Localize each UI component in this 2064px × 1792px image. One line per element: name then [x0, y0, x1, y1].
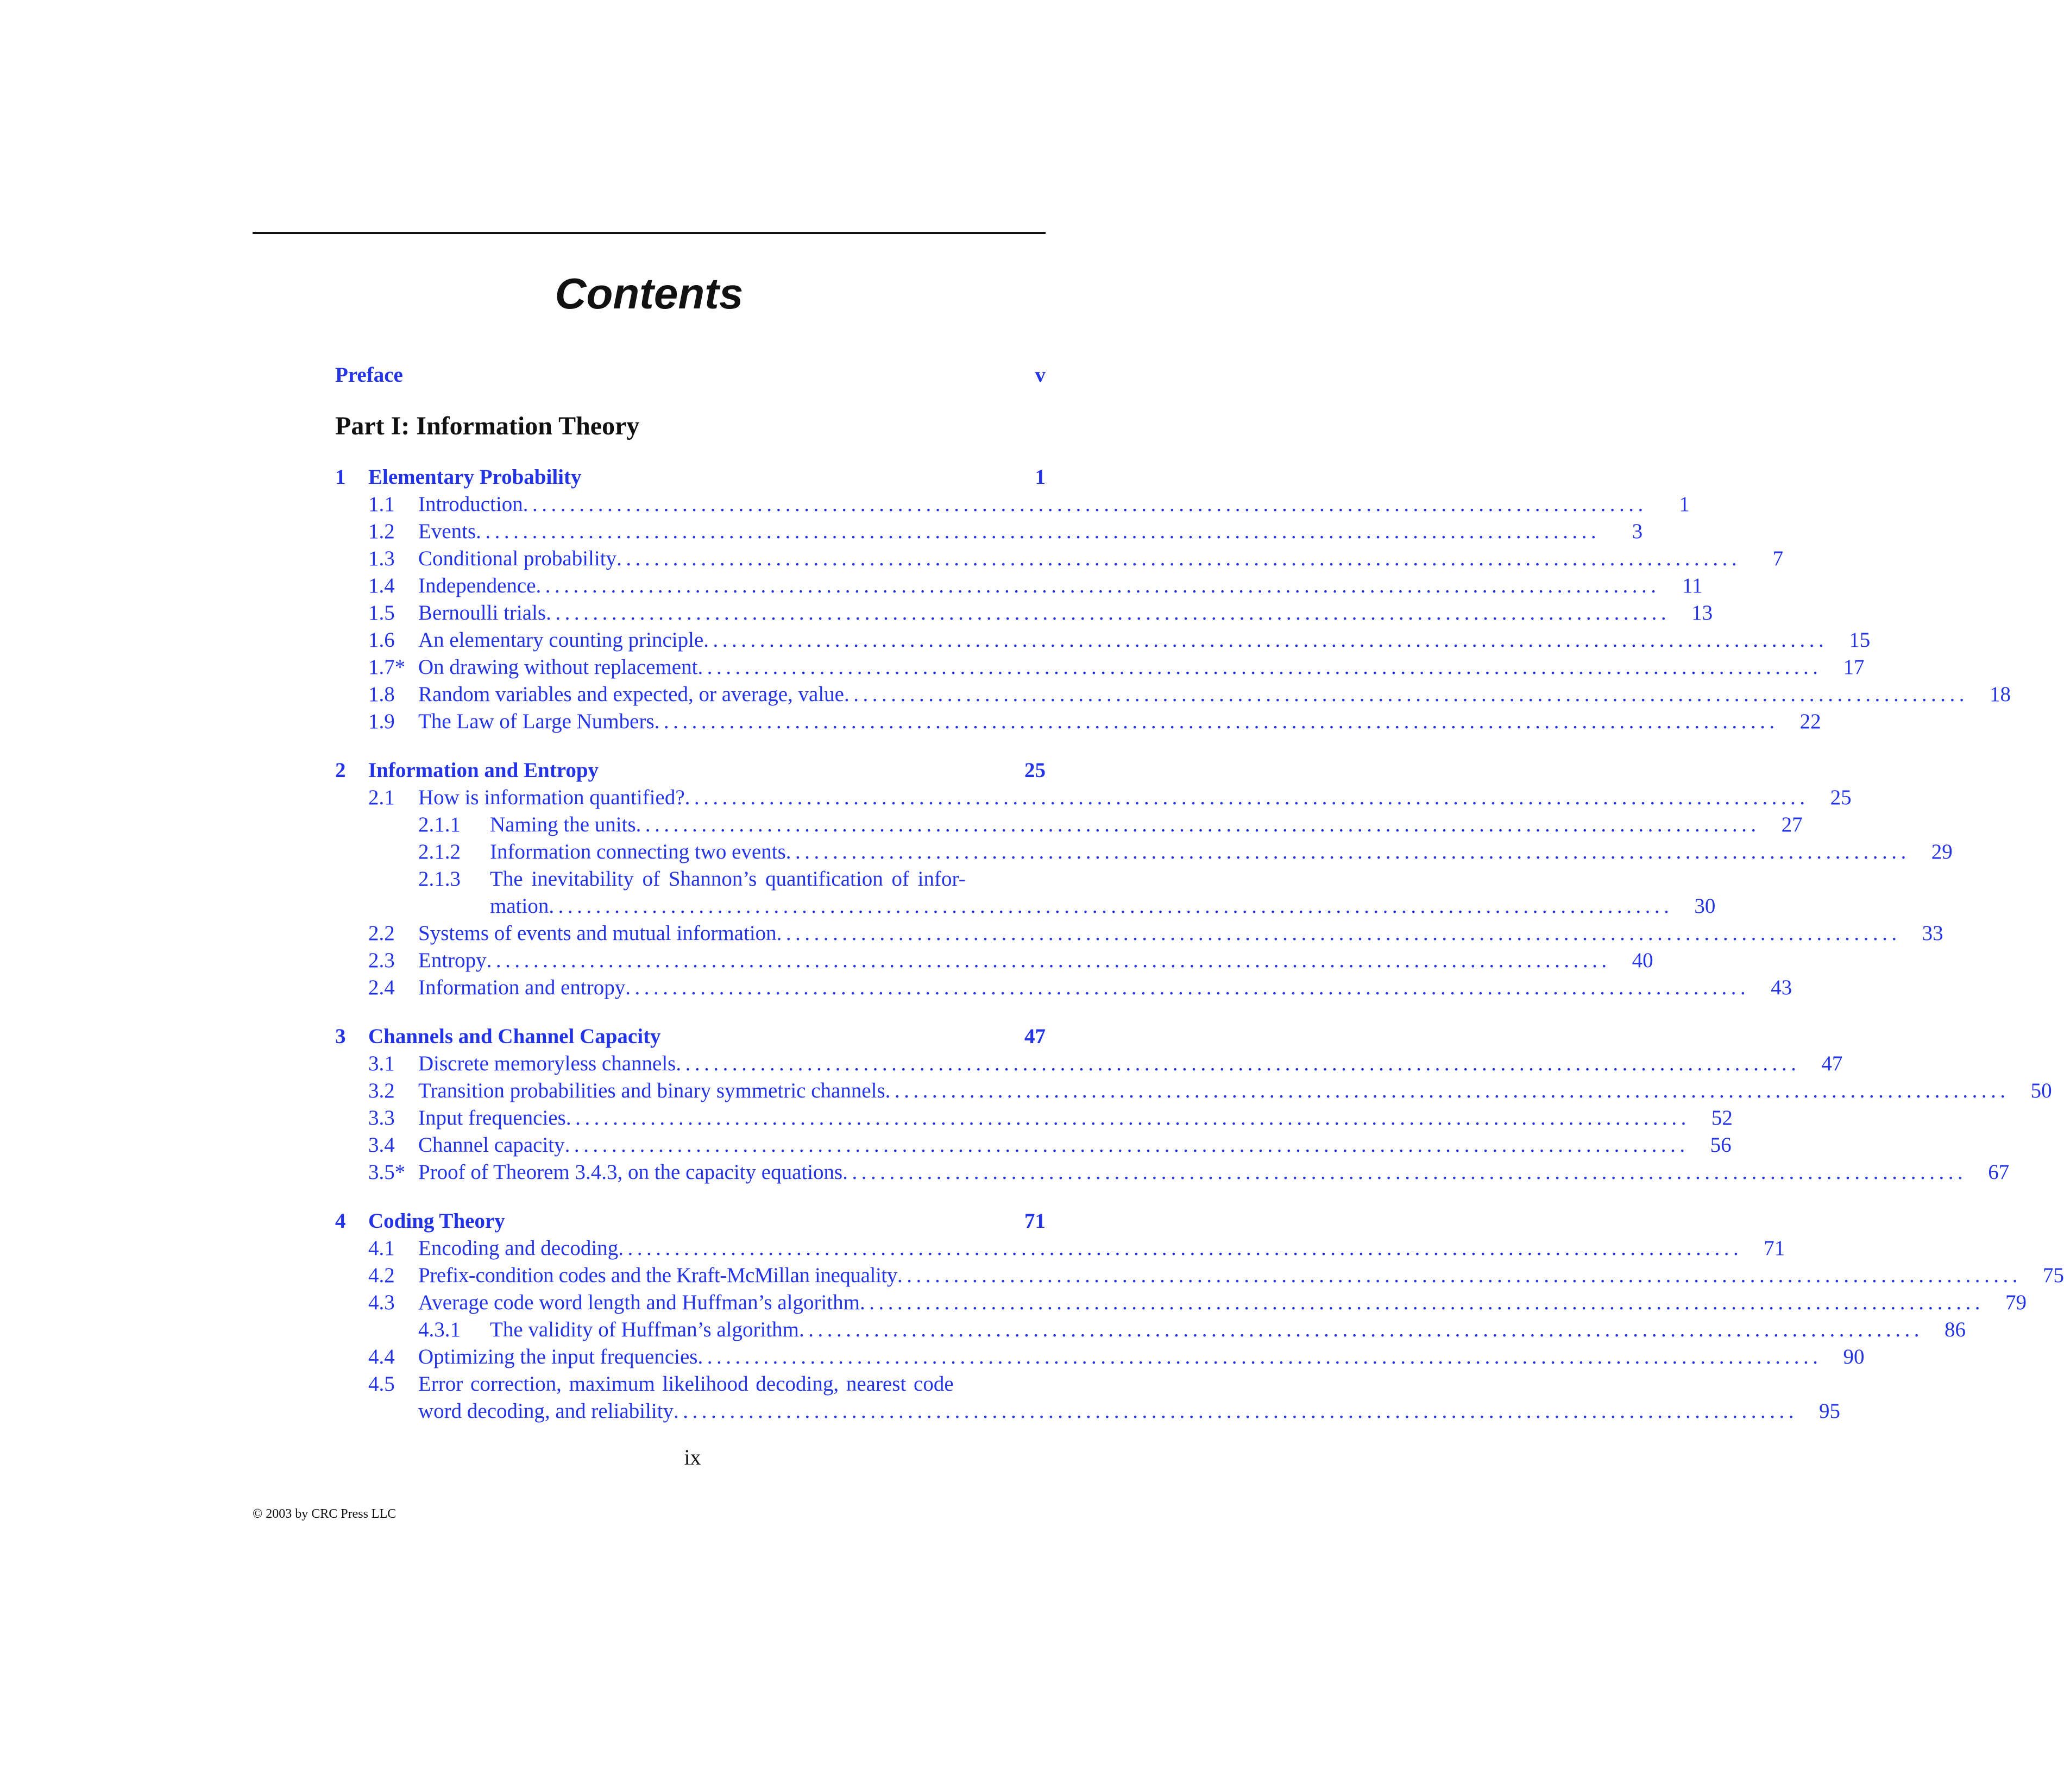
chapter-page: 1 [1035, 465, 1046, 489]
section-page: 7 [1772, 547, 1784, 570]
section-page: 33 [1922, 922, 1943, 945]
toc-section-1-9[interactable] [335, 708, 1821, 735]
section-page: 67 [1988, 1160, 2010, 1184]
toc-subsection-2-1-3[interactable] [335, 866, 1046, 893]
dot-leader: ........................................................................................................................ [635, 813, 1760, 836]
toc-subsection-4-3-1[interactable] [335, 1316, 1966, 1343]
section-title: Systems of events and mutual information [418, 922, 777, 945]
section-page: 43 [1771, 976, 1792, 999]
toc-section-1-2[interactable] [335, 518, 1643, 545]
section-number: 1.6 [368, 628, 395, 652]
subsection-title: The validity of Huffman’s algorithm [490, 1318, 800, 1341]
subsection-title: The inevitability of Shannon’s quantification of infor- [490, 867, 966, 891]
section-number: 1.1 [368, 493, 395, 516]
toc-section-1-4[interactable] [335, 572, 1703, 600]
toc-section-4-1[interactable] [335, 1235, 1785, 1262]
section-title: Introduction [418, 493, 523, 516]
section-number: 3.5* [368, 1160, 406, 1184]
subsection-number: 2.1.2 [418, 840, 461, 863]
section-page: 47 [1821, 1052, 1843, 1075]
toc-chapter-3[interactable] [335, 1023, 1046, 1050]
toc-subsection-2-1-3-cont[interactable] [335, 893, 1716, 920]
toc-section-3-5[interactable] [335, 1159, 2010, 1186]
section-page: 79 [2005, 1291, 2027, 1314]
section-number: 1.4 [368, 574, 395, 597]
section-number: 1.2 [368, 520, 395, 543]
section-number: 4.4 [368, 1345, 395, 1368]
section-page: 3 [1632, 520, 1643, 543]
dot-leader: ........................................................................................................................ [785, 840, 1910, 863]
section-number: 4.1 [368, 1236, 395, 1260]
dot-leader: ........................................................................................................................ [697, 655, 1822, 679]
dot-leader: ........................................................................................................................ [549, 894, 1673, 918]
dot-leader: ........................................................................................................................ [625, 976, 1750, 999]
subsection-number: 4.3.1 [418, 1318, 461, 1341]
dot-leader: ........................................................................................................................ [616, 547, 1741, 570]
chapter-title: Information and Entropy [368, 759, 599, 782]
section-title: Events [418, 520, 476, 543]
toc-section-1-7[interactable] [335, 654, 1865, 681]
section-title-continued: word decoding, and reliability [418, 1399, 674, 1423]
dot-leader: ........................................................................................................................ [674, 1399, 1798, 1423]
dot-leader: ........................................................................................................................ [842, 1160, 1967, 1184]
dot-leader: ........................................................................................................................ [859, 1291, 1984, 1314]
toc-section-3-1[interactable] [335, 1050, 1843, 1077]
section-number: 1.8 [368, 683, 395, 706]
chapter-number: 2 [335, 759, 346, 782]
toc-section-2-3[interactable] [335, 947, 1653, 974]
table-of-contents [335, 362, 2064, 1425]
section-number: 4.5 [368, 1372, 395, 1396]
chapter-title: Elementary Probability [368, 465, 582, 489]
toc-section-1-6[interactable] [335, 627, 1871, 654]
chapter-number: 1 [335, 465, 346, 489]
toc-section-2-2[interactable] [335, 920, 1943, 947]
subsection-title-continued: mation [490, 894, 549, 918]
section-number: 2.4 [368, 976, 395, 999]
dot-leader: ........................................................................................................................ [486, 949, 1611, 972]
toc-subsection-2-1-2[interactable] [335, 838, 1953, 866]
dot-leader: ........................................................................................................................ [676, 1052, 1801, 1075]
toc-entry-preface[interactable] [335, 362, 1046, 389]
dot-leader: ........................................................................................................................ [618, 1236, 1743, 1260]
section-title: Independence [418, 574, 536, 597]
section-page: 22 [1799, 710, 1821, 733]
section-number: 3.1 [368, 1052, 395, 1075]
section-page: 18 [1989, 683, 2011, 706]
subsection-page: 27 [1781, 813, 1803, 836]
subsection-number: 2.1.1 [418, 813, 461, 836]
section-page: 40 [1632, 949, 1653, 972]
section-title: Information and entropy [418, 976, 626, 999]
section-number: 4.3 [368, 1291, 395, 1314]
toc-section-3-4[interactable] [335, 1132, 1732, 1159]
section-page: 52 [1711, 1106, 1733, 1130]
section-title: Bernoulli trials [418, 601, 546, 624]
section-number: 1.9 [368, 710, 395, 733]
chapter-title: Channels and Channel Capacity [368, 1025, 661, 1048]
dot-leader: ........................................................................................................................ [564, 1133, 1689, 1157]
toc-section-4-5[interactable] [335, 1371, 1046, 1398]
section-page: 75 [2042, 1264, 2064, 1287]
chapter-title: Coding Theory [368, 1209, 505, 1233]
section-page: 11 [1682, 574, 1703, 597]
subsection-page: 30 [1694, 894, 1716, 918]
section-number: 1.7* [368, 655, 406, 679]
section-page: 56 [1710, 1133, 1732, 1157]
toc-section-3-2[interactable] [335, 1077, 2052, 1105]
dot-leader: ........................................................................................................................ [697, 1345, 1822, 1368]
toc-section-4-2[interactable] [335, 1262, 2064, 1289]
toc-section-1-3[interactable] [335, 545, 1784, 572]
dot-leader: ........................................................................................................................ [654, 710, 1779, 733]
section-title: The Law of Large Numbers [418, 710, 655, 733]
page-title: Contents [555, 269, 744, 318]
section-number: 3.2 [368, 1079, 395, 1102]
subsection-page: 29 [1931, 840, 1953, 863]
chapter-number: 4 [335, 1209, 346, 1233]
section-title: How is information quantified? [418, 786, 685, 809]
subsection-number: 2.1.3 [418, 867, 461, 891]
chapter-page: 47 [1024, 1025, 1046, 1048]
subsection-title: Information connecting two events [490, 840, 786, 863]
chapter-page: 25 [1024, 759, 1046, 782]
subsection-title: Naming the units [490, 813, 636, 836]
section-page: 95 [1819, 1399, 1841, 1423]
section-number: 2.2 [368, 922, 395, 945]
top-rule [253, 232, 1046, 234]
dot-leader: ........................................................................................................................ [799, 1318, 1924, 1341]
section-title: Channel capacity [418, 1133, 565, 1157]
dot-leader: ........................................................................................................................ [565, 1106, 1690, 1130]
section-title: On drawing without replacement [418, 655, 698, 679]
copyright-notice: © 2003 by CRC Press LLC [253, 1507, 397, 1521]
section-page: 71 [1764, 1236, 1785, 1260]
section-page: 50 [2030, 1079, 2052, 1102]
dot-leader: ........................................................................................................................ [844, 683, 1968, 706]
section-title: Prefix-condition codes and the Kraft-McMillan inequality [418, 1264, 897, 1287]
toc-section-4-4[interactable] [335, 1343, 1865, 1371]
section-title: Average code word length and Huffman’s algorithm [418, 1291, 860, 1314]
toc-section-4-5-cont[interactable] [335, 1398, 1841, 1425]
section-number: 2.3 [368, 949, 395, 972]
toc-subsection-2-1-1[interactable] [335, 811, 1803, 838]
section-page: 17 [1843, 655, 1865, 679]
dot-leader: ........................................................................................................................ [684, 786, 1809, 809]
entry-page: v [1035, 363, 1046, 387]
section-title: An elementary counting principle [418, 628, 704, 652]
toc-chapter-4[interactable] [335, 1208, 1046, 1235]
section-title: Transition probabilities and binary symmetric channels [418, 1079, 885, 1102]
section-page: 1 [1679, 493, 1690, 516]
dot-leader: ........................................................................................................................ [703, 628, 1828, 652]
section-page: 13 [1691, 601, 1713, 624]
section-title: Proof of Theorem 3.4.3, on the capacity equations [418, 1160, 843, 1184]
toc-section-2-4[interactable] [335, 974, 1792, 1001]
toc-section-2-1[interactable] [335, 784, 1852, 811]
section-title: Input frequencies [418, 1106, 566, 1130]
section-page: 25 [1830, 786, 1852, 809]
section-title: Discrete memoryless channels [418, 1052, 676, 1075]
dot-leader: ........................................................................................................................ [546, 601, 1671, 624]
dot-leader: ........................................................................................................................ [476, 520, 1601, 543]
section-number: 4.2 [368, 1264, 395, 1287]
toc-section-1-1[interactable] [335, 491, 1690, 518]
section-number: 3.3 [368, 1106, 395, 1130]
dot-leader: ........................................................................................................................ [776, 922, 1901, 945]
dot-leader: ........................................................................................................................ [523, 493, 1647, 516]
section-title: Optimizing the input frequencies [418, 1345, 698, 1368]
section-number: 1.3 [368, 547, 395, 570]
toc-chapter-2[interactable] [335, 757, 1046, 784]
dot-leader: ........................................................................................................................ [885, 1079, 2010, 1102]
toc-section-4-3[interactable] [335, 1289, 2027, 1316]
section-number: 2.1 [368, 786, 395, 809]
subsection-page: 86 [1945, 1318, 1966, 1341]
toc-section-1-8[interactable] [335, 681, 2011, 708]
section-number: 3.4 [368, 1133, 395, 1157]
section-title: Encoding and decoding [418, 1236, 619, 1260]
section-number: 1.5 [368, 601, 395, 624]
part-heading: Part I: Information Theory [335, 412, 640, 440]
chapter-number: 3 [335, 1025, 346, 1048]
section-title: Error correction, maximum likelihood decoding, nearest code [418, 1372, 954, 1396]
section-page: 90 [1843, 1345, 1865, 1368]
section-page: 15 [1849, 628, 1871, 652]
section-title: Conditional probability [418, 547, 617, 570]
section-title: Entropy [418, 949, 487, 972]
toc-section-1-5[interactable] [335, 600, 1713, 627]
toc-chapter-1[interactable] [335, 464, 1046, 491]
dot-leader: ........................................................................................................................ [897, 1264, 2022, 1287]
toc-section-3-3[interactable] [335, 1105, 1733, 1132]
dot-leader: ........................................................................................................................ [536, 574, 1660, 597]
section-title: Random variables and expected, or average, value [418, 683, 844, 706]
entry-title: Preface [335, 363, 403, 387]
page-number: ix [684, 1445, 701, 1469]
chapter-page: 71 [1024, 1209, 1046, 1233]
